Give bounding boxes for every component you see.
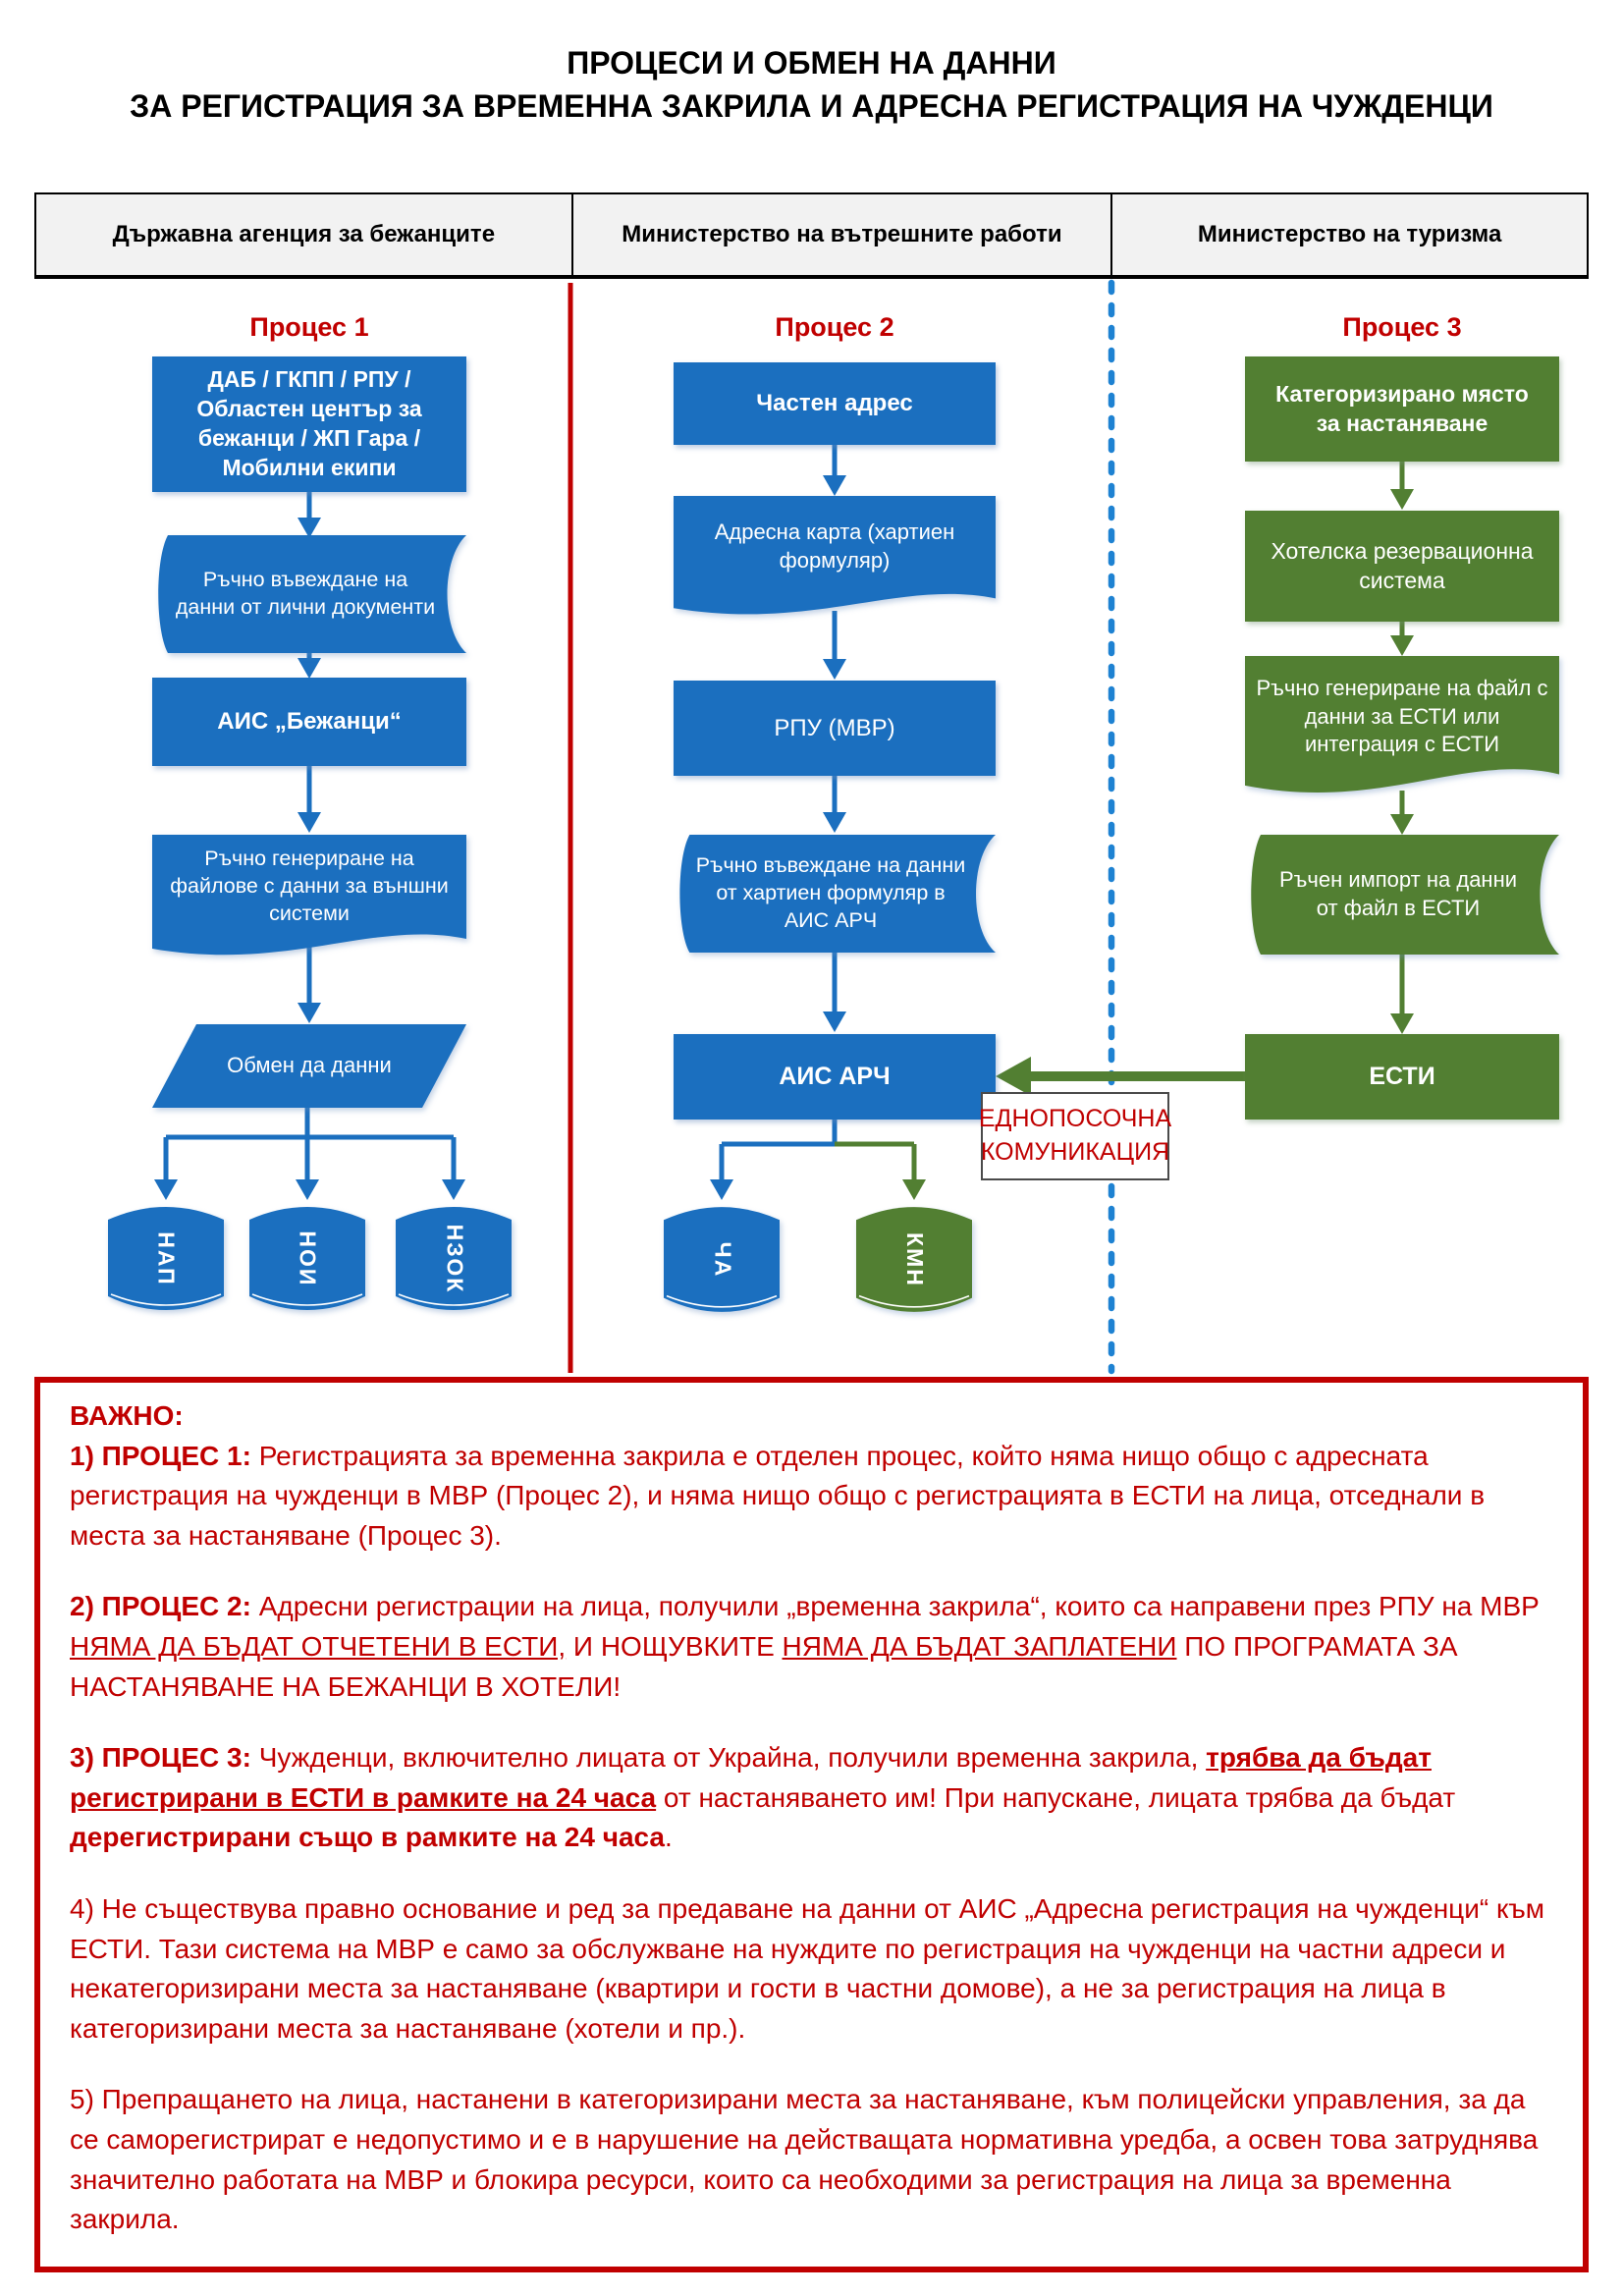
p2-ais-arch-label: АИС АРЧ: [779, 1063, 891, 1091]
page-title-line1: ПРОЦЕСИ И ОБМЕН НА ДАННИ: [567, 45, 1056, 81]
p1-exchange-node: [152, 1024, 466, 1108]
important-heading: ВАЖНО:: [70, 1400, 184, 1431]
p1-manual-input-node: [152, 535, 466, 653]
p3-categorized-place-node: [1245, 356, 1559, 462]
esti-to-aisarch-arrow: [996, 1057, 1245, 1096]
one-way-communication-line1: ЕДНОПОСОЧНА: [978, 1105, 1172, 1133]
p1-file-generation-node: [152, 835, 466, 964]
p1-manual-input-label: Ръчно въвеждане на данни от лични документи: [175, 568, 436, 619]
p2-db-cha: [664, 1202, 780, 1318]
one-way-communication-box: [978, 1092, 1172, 1180]
process1-label: Процес 1: [249, 312, 369, 342]
p2-db-cha-label: ЧА: [709, 1241, 735, 1279]
p1-file-generation-label: Ръчно генериране на файлове с данни за външни системи: [170, 847, 449, 925]
process2-label: Процес 2: [775, 312, 894, 342]
p1-exchange-label: Обмен да данни: [227, 1053, 392, 1078]
p1-ais-bezhantsi-node: [152, 678, 466, 766]
p1-db-nap-label: НАП: [153, 1231, 180, 1286]
lane-ministry-tourism: Министерство на туризма: [1197, 221, 1502, 247]
p3-manual-import-node: [1245, 835, 1559, 955]
p1-ais-bezhantsi-label: АИС „Бежанци“: [217, 708, 402, 736]
p1-db-noi-label: НОИ: [295, 1230, 321, 1287]
page-title-line2: ЗА РЕГИСТРАЦИЯ ЗА ВРЕМЕННА ЗАКРИЛА И АДРЕСНА РЕГИСТРАЦИЯ НА ЧУЖДЕНЦИ: [130, 88, 1493, 124]
p3-manual-import-label: Ръчен импорт на данни от файл в ЕСТИ: [1278, 867, 1518, 920]
p2-private-address-node: [674, 362, 996, 445]
one-way-communication-line2: КОМУНИКАЦИЯ: [980, 1138, 1170, 1166]
important-paragraph-3: 3) ПРОЦЕС 3: Чужденци, включително лицата от Украйна, получили временна закрила, трябва да бъдат регистрирани в ЕСТИ в рамките на 24 часа от настаняването им! При напускане, лицата трябва да бъдат дерегистрирани също в рамките на 24 часа.: [70, 1742, 1456, 1853]
p2-db-kmn: [856, 1202, 972, 1318]
p3-esti-node: [1245, 1034, 1559, 1120]
p2-db-kmn-label: КМН: [901, 1232, 928, 1287]
kmn-green-branch: [835, 1144, 926, 1200]
lane-agency-refugees: Държавна агенция за бежанците: [112, 221, 496, 247]
important-paragraph-5: 5) Препращането на лица, настанени в категоризирани места за настаняване, към полицейски управления, за да се саморегистрират е недопустимо и е в нарушение на действащата нормативна уредба, а освен това затруднява значително работата на МВР и блокира ресурси, които са необходими за регистрация на лица за временна закрила.: [70, 2084, 1539, 2235]
p3-categorized-place-label: Категоризирано място за настаняване: [1275, 380, 1529, 436]
p2-manual-input-node: [674, 835, 996, 953]
p1-source-label: ДАБ / ГКПП / РПУ / Областен център за бежанци / ЖП Гара / Мобилни екипи: [196, 366, 422, 480]
p1-source-node: [152, 356, 466, 492]
p3-file-generation-label: Ръчно генериране на файл с данни за ЕСТИ или интеграция с ЕСТИ: [1256, 676, 1548, 757]
p2-rpu-mvr-label: РПУ (МВР): [774, 714, 895, 741]
p3-esti-label: ЕСТИ: [1369, 1063, 1435, 1091]
p3-file-generation-node: [1245, 656, 1559, 803]
p2-address-card-node: [674, 496, 996, 624]
important-paragraph-2: 2) ПРОЦЕС 2: Адресни регистрации на лица, получили „временна закрила“, които са направени през РПУ на МВР НЯМА ДА БЪДАТ ОТЧЕТЕНИ В ЕСТИ, И НОЩУВКИТЕ НЯМА ДА БЪДАТ ЗАПЛАТЕНИ ПО ПРОГРАМАТА ЗА НАСТАНЯВАНЕ НА БЕЖАНЦИ В ХОТЕЛИ!: [70, 1591, 1540, 1702]
process3-label: Процес 3: [1342, 312, 1462, 342]
p1-db-noi: [249, 1202, 365, 1316]
p3-hotel-reservation-label: Хотелска резервационна система: [1271, 537, 1534, 593]
p1-db-nzok-label: НЗОК: [441, 1224, 467, 1294]
p2-address-card-label: Адресна карта (хартиен формуляр): [714, 519, 955, 573]
p2-private-address-label: Частен адрес: [756, 390, 913, 417]
important-paragraph-4: 4) Не съществува правно основание и ред за предаване на данни от АИС „Адресна регистрация на чужденци“ към ЕСТИ. Тази система на МВР е само за обслужване на нуждите по регистрация на чужденци на частни адреси и некатегоризирани места за настаняване (квартири и гости в частни домове), а не за регистрация на лица в категоризирани места за настаняване (хотели и пр.).: [70, 1892, 1544, 2044]
lane-ministry-interior: Министерство на вътрешните работи: [571, 194, 1113, 275]
p1-db-nap: [108, 1202, 224, 1316]
important-paragraph-1: 1) ПРОЦЕС 1: Регистрацията за временна закрила е отделен процес, който няма нищо общо с адресната регистрация на чужденци в МВР (Процес 2), и няма нищо общо с регистрацията в ЕСТИ на лица, отседнали в места за настаняване (Процес 3).: [70, 1440, 1486, 1551]
important-notice-box: [34, 1377, 1589, 2272]
p3-hotel-reservation-node: [1245, 511, 1559, 622]
p2-rpu-mvr-node: [674, 681, 996, 776]
p2-ais-arch-node: [674, 1034, 996, 1120]
p2-manual-input-label: Ръчно въвеждане на данни от хартиен формуляр в АИС АРЧ: [695, 853, 966, 932]
p1-db-nzok: [396, 1202, 512, 1316]
